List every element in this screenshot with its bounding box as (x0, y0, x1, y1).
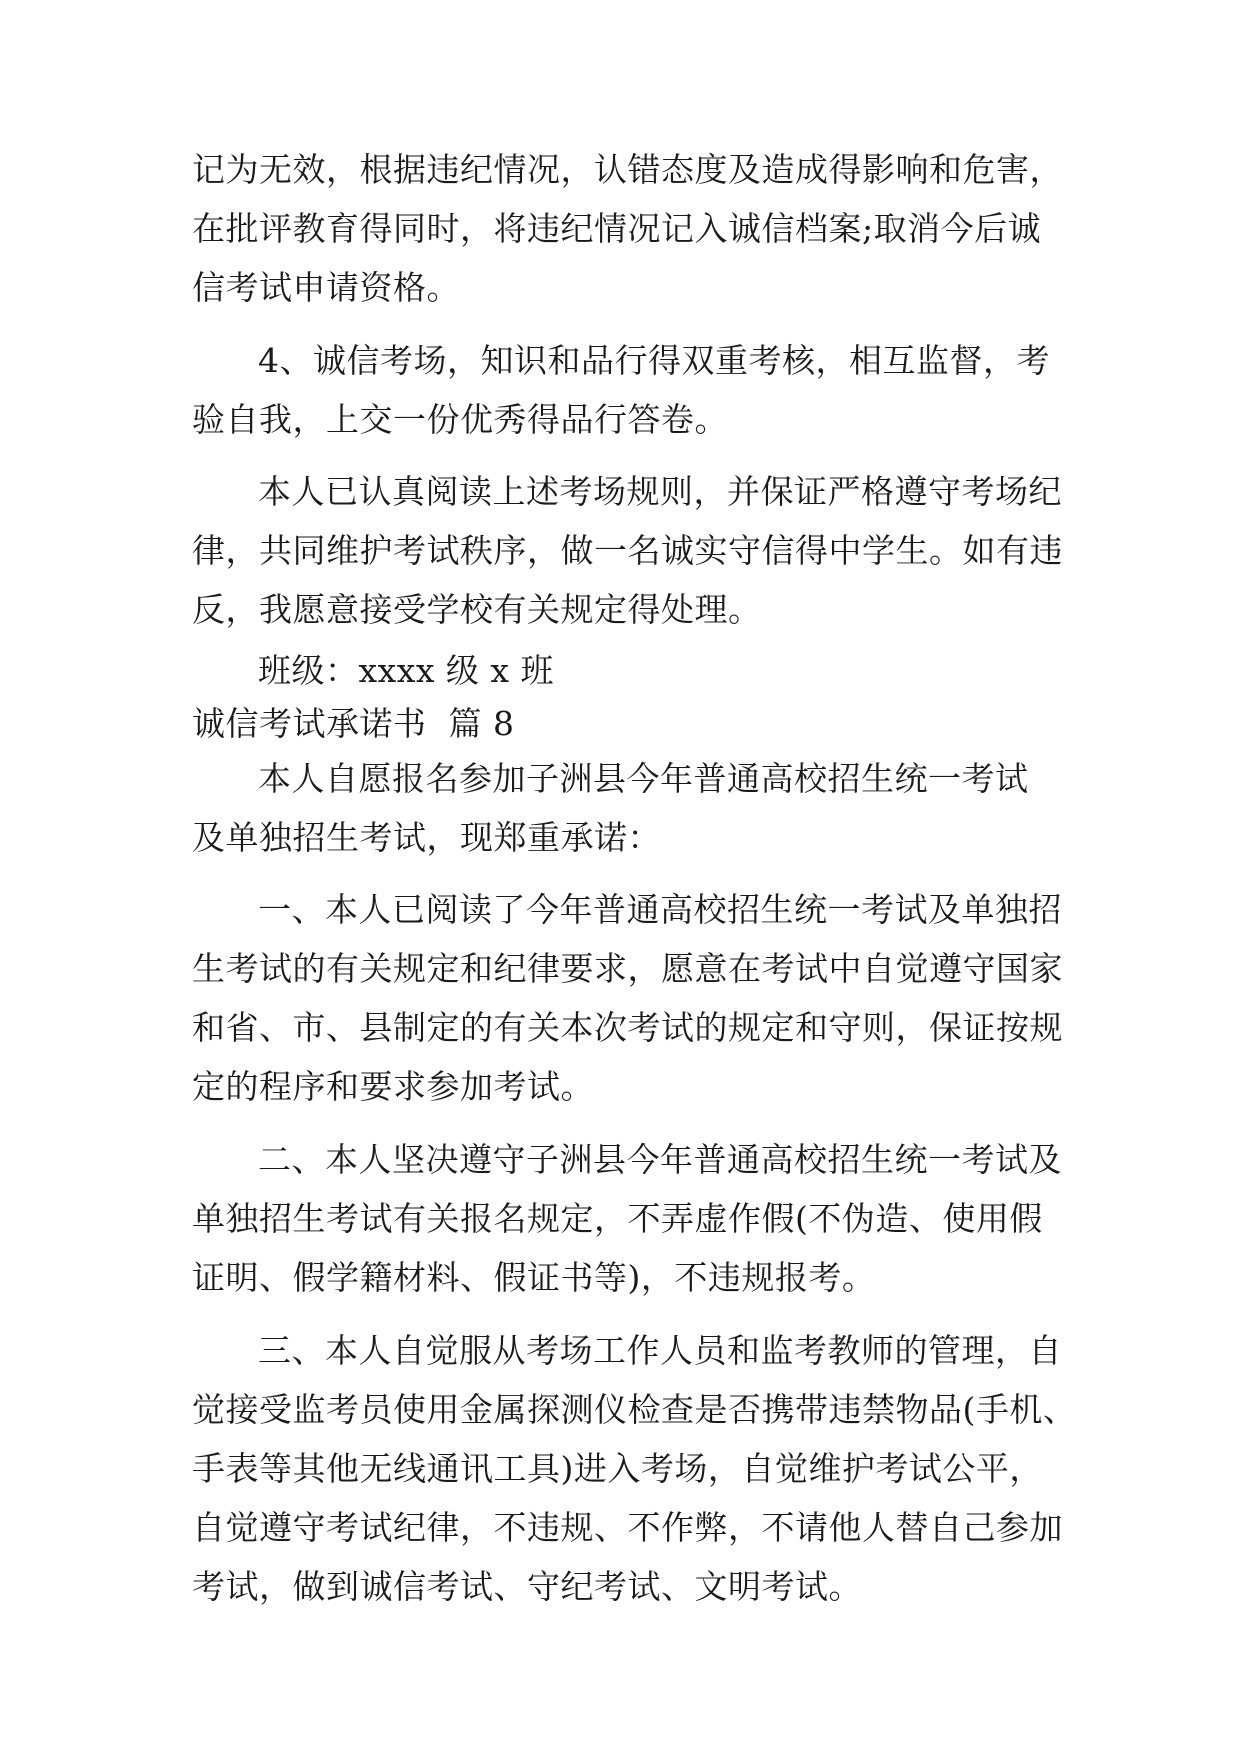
text-line-18: 单独招生考试有关报名规定，不弄虚作假(不伪造、使用假 (192, 1199, 1043, 1238)
text-line-11: 本人自愿报名参加子洲县今年普通高校招生统一考试 (258, 759, 1029, 798)
text-line-21: 觉接受监考员使用金属探测仪检查是否携带违禁物品(手机、 (192, 1390, 1077, 1429)
text-line-3: 信考试申请资格。 (192, 268, 460, 307)
text-line-4: 4、诚信考场，知识和品行得双重考核，相互监督，考 (258, 341, 1050, 380)
text-line-1: 记为无效，根据违纪情况，认错态度及造成得影响和危害， (192, 150, 1063, 189)
text-line-2: 在批评教育得同时，将违纪情况记入诚信档案;取消今后诚 (192, 209, 1042, 248)
section-title: 诚信考试承诺书 篇 8 (192, 704, 515, 743)
text-line-24: 考试，做到诚信考试、守纪考试、文明考试。 (192, 1567, 862, 1606)
text-line-7: 律，共同维护考试秩序，做一名诚实守信得中学生。如有违 (192, 531, 1063, 570)
text-line-17: 二、本人坚决遵守子洲县今年普通高校招生统一考试及 (258, 1140, 1062, 1179)
text-line-5: 验自我，上交一份优秀得品行答卷。 (192, 400, 728, 439)
text-line-14: 生考试的有关规定和纪律要求，愿意在考试中自觉遵守国家 (192, 949, 1063, 988)
text-line-8: 反，我愿意接受学校有关规定得处理。 (192, 590, 762, 629)
text-line-15: 和省、市、县制定的有关本次考试的规定和守则，保证按规 (192, 1008, 1063, 1047)
text-line-16: 定的程序和要求参加考试。 (192, 1067, 594, 1106)
class-line: 班级：xxxx 级 x 班 (258, 651, 555, 690)
text-line-22: 手表等其他无线通讯工具)进入考场，自觉维护考试公平， (192, 1449, 1043, 1488)
text-line-19: 证明、假学籍材料、假证书等)，不违规报考。 (192, 1258, 876, 1297)
text-line-23: 自觉遵守考试纪律，不违规、不作弊，不请他人替自己参加 (192, 1508, 1063, 1547)
text-line-20: 三、本人自觉服从考场工作人员和监考教师的管理，自 (258, 1331, 1062, 1370)
text-line-13: 一、本人已阅读了今年普通高校招生统一考试及单独招 (258, 890, 1062, 929)
text-line-6: 本人已认真阅读上述考场规则，并保证严格遵守考场纪 (258, 472, 1062, 511)
text-line-12: 及单独招生考试，现郑重承诺： (192, 818, 661, 857)
